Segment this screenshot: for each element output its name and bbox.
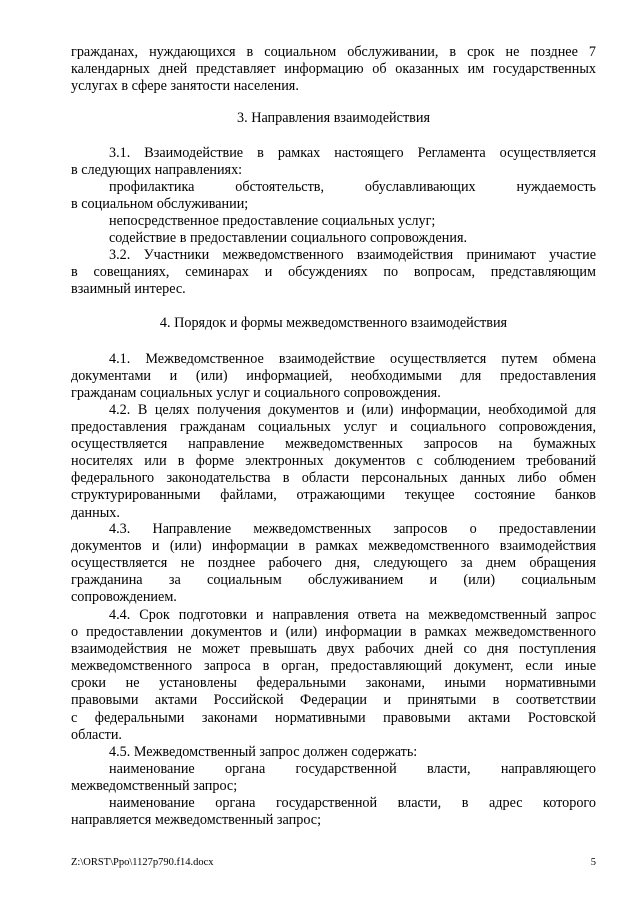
text-line: профилактика обстоятельств, обуславливающих нуждаемость [109, 179, 596, 195]
section-3-heading: 3. Направления взаимодействия [237, 110, 430, 126]
text-line: в социальном обслуживании; [71, 196, 249, 213]
text-line: наименование органа государственной власти, в адрес которого [109, 795, 596, 811]
text-line: структурированными файлами, отражающими текущее состояние банков [71, 487, 596, 504]
text-line: носителях или в форме электронных документов с соблюдением требований [71, 453, 596, 470]
paragraph-4-1 [71, 351, 596, 402]
text-line: направляется межведомственный запрос; [71, 812, 322, 829]
text-line: в следующих направлениях: [71, 162, 243, 179]
list-item-recipient-authority [71, 795, 596, 829]
text-line: 3.1. Взаимодействие в рамках настоящего Регламента осуществляется [109, 145, 596, 161]
text-line: 4.2. В целях получения документов и (или) информации, необходимой для [109, 402, 596, 418]
text-line: календарных дней представляет информацию об оказанных им государственных [71, 61, 596, 78]
paragraph-3-1 [71, 145, 596, 179]
paragraph-4-3 [71, 521, 596, 606]
paragraph-4-4 [71, 607, 596, 744]
text-line: непосредственное предоставление социальных услуг; [109, 213, 436, 229]
text-line: 4.1. Межведомственное взаимодействие осуществляется путем обмена [109, 351, 596, 367]
text-line: федерального законодательства в области персональных данных либо обмен [71, 470, 596, 487]
text-line: гражданах, нуждающихся в социальном обслуживании, в срок не позднее 7 [71, 44, 596, 60]
text-line: сроки не установлены федеральными законами, иными нормативными [71, 675, 596, 692]
text-line: области. [71, 726, 122, 743]
text-line: межведомственный запрос; [71, 778, 238, 795]
text-line: 4.5. Межведомственный запрос должен содержать: [109, 744, 418, 760]
page-footer [71, 857, 596, 869]
text-line: гражданина за социальным обслуживанием и (или) социальным [71, 572, 596, 589]
paragraph-4-2 [71, 402, 596, 522]
list-item-sender-authority [71, 761, 596, 795]
text-line: с федеральными законами нормативными правовыми актами Ростовской [71, 709, 596, 726]
text-line: 3.2. Участники межведомственного взаимодействия принимают участие [109, 247, 596, 263]
text-line: услугах в сфере занятости населения. [71, 78, 299, 95]
text-line: наименование органа государственной власти, направляющего [109, 761, 596, 777]
file-path: Z:\ORST\Ppo\1127p790.f14.docx [71, 857, 214, 868]
text-line: осуществляется не позднее рабочего дня, следующего за днем обращения [71, 555, 596, 572]
text-line: осуществляется направление межведомственных запросов на бумажных [71, 436, 596, 453]
paragraph-4-5 [71, 744, 596, 761]
text-line: межведомственного запроса в орган, предоставляющий документ, если иные [71, 658, 596, 675]
list-item-direct-services [71, 213, 596, 230]
text-line: 4.4. Срок подготовки и направления ответа на межведомственный запрос [109, 607, 596, 623]
page-number: 5 [590, 857, 596, 868]
text-line: взаимный интерес. [71, 281, 186, 298]
text-line: данных. [71, 504, 120, 521]
section-4-heading: 4. Порядок и формы межведомственного взаимодействия [159, 315, 508, 331]
paragraph-continuation [71, 44, 596, 95]
text-line: сопровождением. [71, 589, 177, 606]
text-line: о предоставлении документов и (или) информации в рамках межведомственного [71, 624, 596, 641]
text-line: содействие в предоставлении социального сопровождения. [109, 230, 468, 246]
text-line: правовыми актами Российской Федерации и принятыми в соответствии [71, 692, 596, 709]
text-line: документов и (или) информации в рамках межведомственного взаимодействия [71, 538, 596, 555]
list-item-support [71, 230, 596, 247]
text-line: 4.3. Направление межведомственных запросов о предоставлении [109, 521, 596, 537]
text-line: предоставления гражданам социальных услуг и социального сопровождения, [71, 419, 596, 436]
text-line: взаимодействия не может превышать двух рабочих дней со дня поступления [71, 641, 596, 658]
list-item-prevention [71, 179, 596, 213]
text-line: гражданам социальных услуг и социального сопровождения. [71, 385, 441, 402]
text-line: в совещаниях, семинарах и обсуждениях по вопросам, представляющим [71, 264, 596, 281]
paragraph-3-2 [71, 247, 596, 298]
text-line: документами и (или) информацией, необходимыми для предоставления [71, 368, 596, 385]
